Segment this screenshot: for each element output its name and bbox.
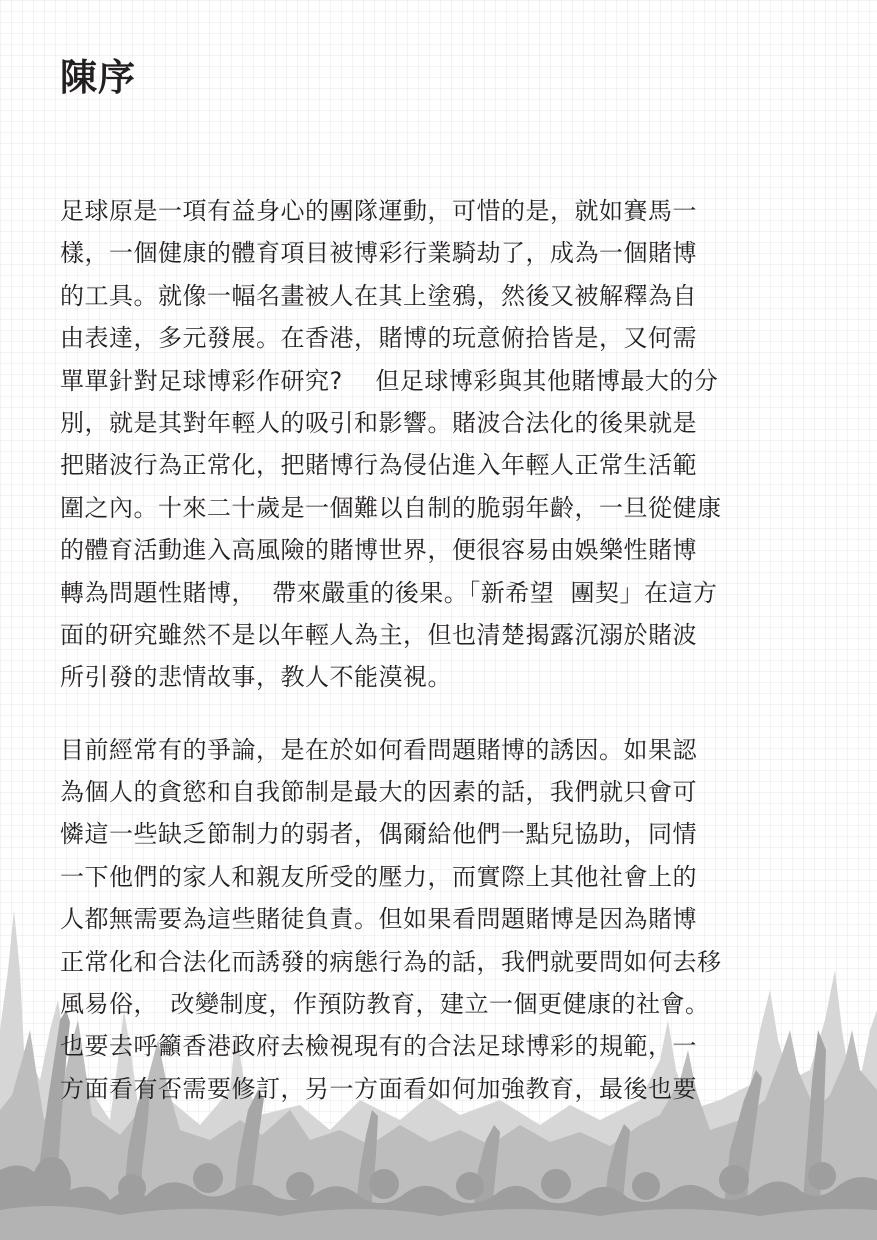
text-line: 把賭波行為正常化，把賭博行為侵佔進入年輕人正常生活範 <box>60 451 697 480</box>
text-line: 圍之內。十來二十歲是一個難以自制的脆弱年齡，一旦從健康 <box>60 493 722 522</box>
paragraph-2 <box>60 729 800 1111</box>
body-text <box>60 190 800 1110</box>
paragraph-1 <box>60 190 800 699</box>
text-line: 為個人的貪慾和自我節制是最大的因素的話，我們就只會可 <box>60 778 697 807</box>
text-line: 人都無需要為這些賭徒負責。但如果看問題賭博是因為賭博 <box>60 905 697 934</box>
text-line: 別，就是其對年輕人的吸引和影響。賭波合法化的後果就是 <box>60 408 697 437</box>
text-line: 的工具。就像一幅名畫被人在其上塗鴉，然後又被解釋為自 <box>60 281 697 310</box>
text-line: 的體育活動進入高風險的賭博世界，便很容易由娛樂性賭博 <box>60 536 697 565</box>
text-line: 轉為問題性賭博， 帶來嚴重的後果。「新希望 團契」在這方 <box>60 578 718 607</box>
text-line: 也要去呼籲香港政府去檢視現有的合法足球博彩的規範，一 <box>60 1032 697 1061</box>
text-line: 一下他們的家人和親友所受的壓力，而實際上其他社會上的 <box>60 862 697 891</box>
text-line: 正常化和合法化而誘發的病態行為的話，我們就要問如何去移 <box>60 947 722 976</box>
text-line: 單單針對足球博彩作研究? 但足球博彩與其他賭博最大的分 <box>60 366 719 395</box>
text-line: 樣，一個健康的體育項目被博彩行業騎劫了，成為一個賭博 <box>60 239 697 268</box>
text-line: 風易俗， 改變制度，作預防教育，建立一個更健康的社會。 <box>60 990 710 1019</box>
text-line: 方面看有否需要修訂，另一方面看如何加強教育，最後也要 <box>60 1074 697 1103</box>
text-line: 憐這一些缺乏節制力的弱者，偶爾給他們一點兒協助，同情 <box>60 820 697 849</box>
text-line: 足球原是一項有益身心的團隊運動，可惜的是，就如賽馬一 <box>60 197 697 225</box>
text-line: 由表達，多元發展。在香港，賭博的玩意俯拾皆是，又何需 <box>60 324 697 353</box>
text-line: 目前經常有的爭論，是在於如何看問題賭博的誘因。如果認 <box>60 735 697 764</box>
page-title: 陳序 <box>60 56 136 99</box>
text-line: 面的研究雖然不是以年輕人為主，但也清楚揭露沉溺於賭波 <box>60 620 697 649</box>
text-line: 所引發的悲情故事，教人不能漠視。 <box>60 663 452 692</box>
